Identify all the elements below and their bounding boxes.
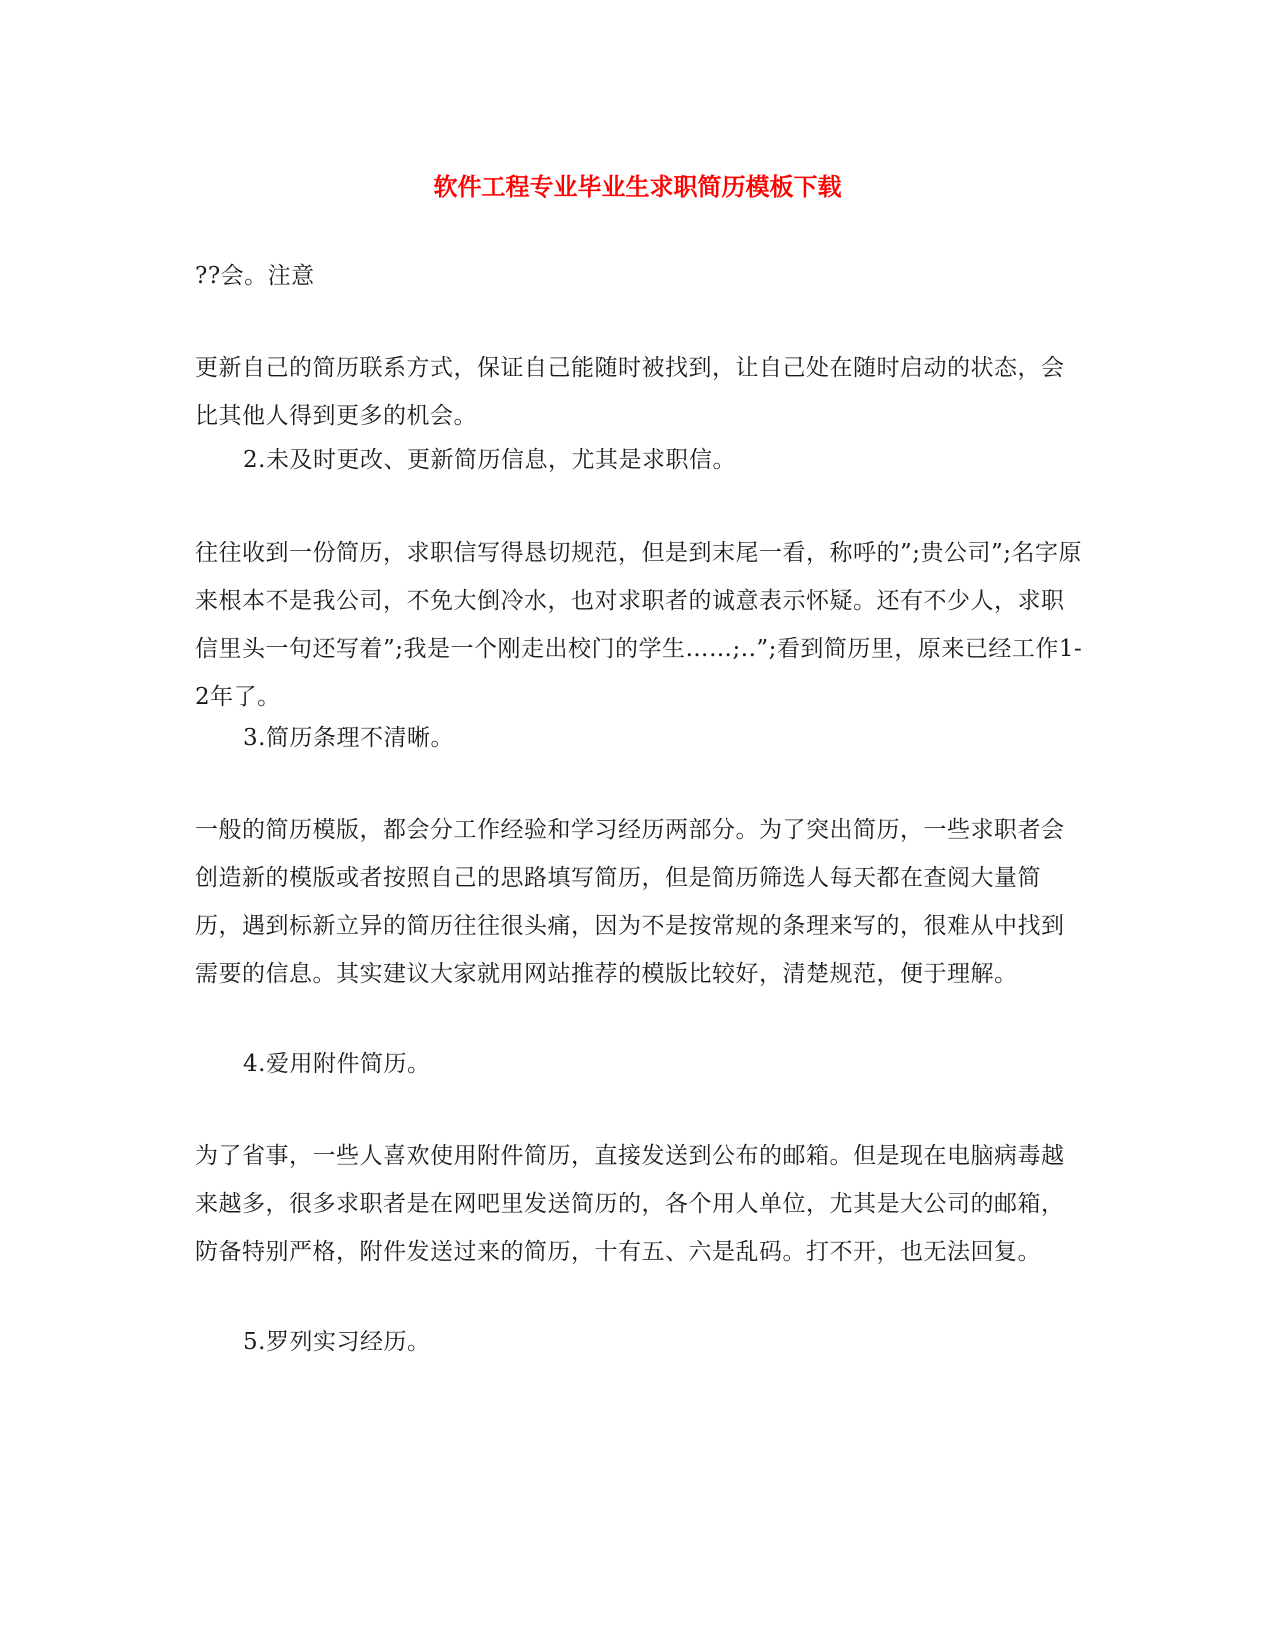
paragraph-template: 一般的简历模版，都会分工作经验和学习经历两部分。为了突出简历，一些求职者会创造新的模版或者按照自己的思路填写简历，但是简历筛选人每天都在查阅大量简历，遇到标新立异的简历往往很头痛，因为不是按常规的条理来写的，很难从中找到需要的信息。其实建议大家就用网站推荐的模版比较好，清楚规范，便于理解。 [195,817,1065,987]
list-item-4: 4.爱用附件简历。 [243,1051,431,1077]
list-item-5: 5.罗列实习经历。 [243,1329,431,1355]
list-item-3: 3.简历条理不清晰。 [243,725,454,751]
list-item-2: 2.未及时更改、更新简历信息，尤其是求职信。 [243,447,736,473]
paragraph-notice: ??会。注意 [195,263,315,289]
paragraph-attachment: 为了省事，一些人喜欢使用附件简历，直接发送到公布的邮箱。但是现在电脑病毒越来越多，很多求职者是在网吧里发送简历的，各个用人单位，尤其是大公司的邮箱，防备特别严格，附件发送过来的简历，十有五、六是乱码。打不开，也无法回复。 [195,1143,1065,1265]
paragraph-update-contact: 更新自己的简历联系方式，保证自己能随时被找到，让自己处在随时启动的状态，会比其他人得到更多的机会。 [195,355,1065,429]
document-title: 软件工程专业毕业生求职简历模板下载 [433,173,842,201]
paragraph-cover-letter: 往往收到一份简历，求职信写得恳切规范，但是到末尾一看，称呼的”;贵公司”;名字原来根本不是我公司，不免大倒冷水，也对求职者的诚意表示怀疑。还有不少人，求职信里头一句还写着”;我是一个刚走出校门的学生……;..”;看到简历里，原来已经工作1-2年了。 [195,540,1083,710]
